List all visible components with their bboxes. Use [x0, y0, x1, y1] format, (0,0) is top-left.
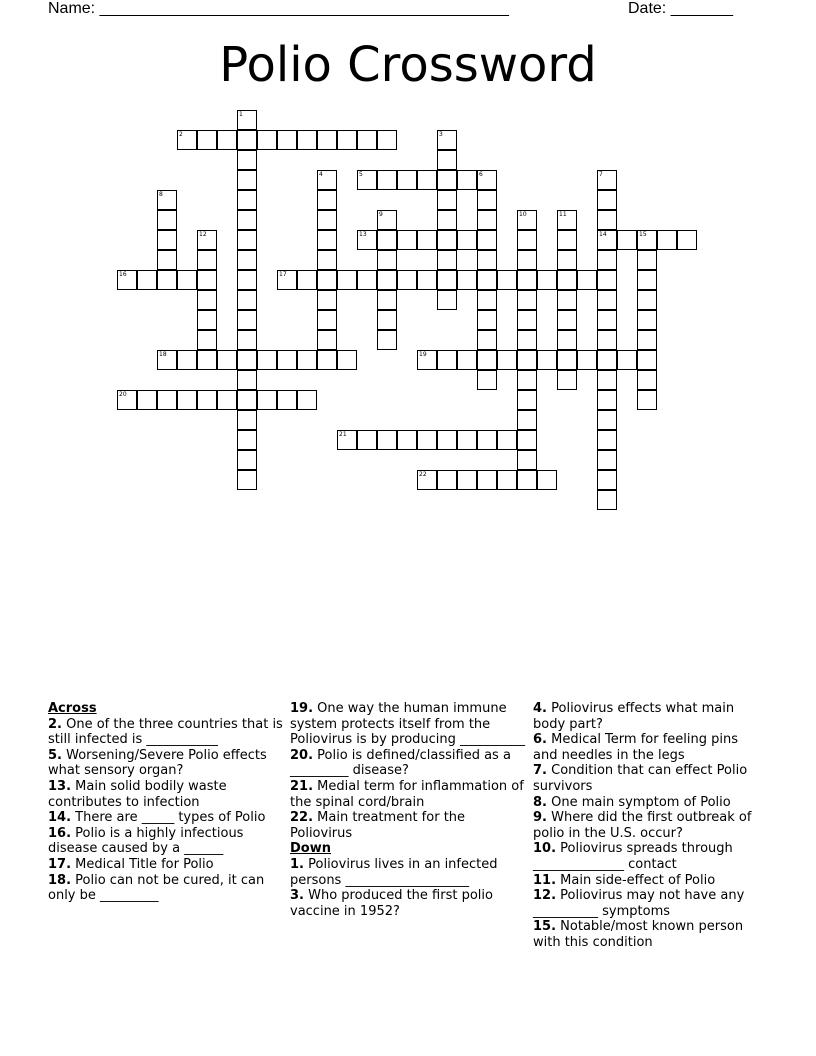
- across-clue-5: 5. Worsening/Severe Polio effects what sensory organ?: [48, 747, 267, 779]
- grid-cell[interactable]: [477, 310, 497, 330]
- grid-cell[interactable]: [357, 130, 377, 150]
- grid-cell[interactable]: [557, 350, 577, 370]
- grid-cell[interactable]: [237, 450, 257, 470]
- grid-cell[interactable]: [637, 310, 657, 330]
- grid-cell[interactable]: [237, 390, 257, 410]
- grid-cell[interactable]: [237, 170, 257, 190]
- grid-cell[interactable]: [657, 230, 677, 250]
- grid-cell[interactable]: [497, 430, 517, 450]
- grid-cell[interactable]: [377, 130, 397, 150]
- grid-cell[interactable]: [477, 470, 497, 490]
- grid-cell[interactable]: [337, 270, 357, 290]
- grid-cell[interactable]: [317, 290, 337, 310]
- clues-column-2: [290, 701, 526, 919]
- down-clue-9: 9. Where did the first outbreak of polio in the U.S. occur?: [533, 810, 752, 841]
- grid-cell[interactable]: [197, 350, 217, 370]
- clue-number: 21: [339, 431, 347, 438]
- grid-cell[interactable]: [517, 370, 537, 390]
- grid-cell[interactable]: [597, 190, 617, 210]
- clue-number: 6: [479, 171, 483, 178]
- grid-cell[interactable]: [337, 130, 357, 150]
- clue-number: 3: [439, 131, 443, 138]
- clue-number: 14: [599, 231, 607, 238]
- grid-cell[interactable]: [637, 330, 657, 350]
- grid-cell[interactable]: [317, 210, 337, 230]
- grid-cell[interactable]: [397, 430, 417, 450]
- grid-cell[interactable]: [357, 170, 377, 190]
- grid-cell[interactable]: [237, 410, 257, 430]
- clue-number: 20: [119, 391, 127, 398]
- grid-cell[interactable]: [317, 350, 337, 370]
- grid-cell[interactable]: [237, 190, 257, 210]
- grid-cell[interactable]: [477, 270, 497, 290]
- grid-cell[interactable]: [377, 330, 397, 350]
- clue-number: 19: [419, 351, 427, 358]
- grid-cell[interactable]: [417, 350, 437, 370]
- down-clue-7: 7. Condition that can effect Polio survivors: [533, 763, 748, 794]
- grid-cell[interactable]: [237, 330, 257, 350]
- grid-cell[interactable]: [277, 390, 297, 410]
- grid-cell[interactable]: [437, 170, 457, 190]
- clue-number: 15: [639, 231, 647, 238]
- grid-cell[interactable]: [597, 470, 617, 490]
- grid-cell[interactable]: [317, 130, 337, 150]
- grid-cell[interactable]: [457, 350, 477, 370]
- grid-cell[interactable]: [117, 270, 137, 290]
- grid-cell[interactable]: [297, 390, 317, 410]
- grid-cell[interactable]: [497, 350, 517, 370]
- down-clue-10: 10. Poliovirus spreads through ______________ contact: [533, 841, 733, 872]
- grid-cell[interactable]: [497, 470, 517, 490]
- grid-cell[interactable]: [417, 470, 437, 490]
- grid-cell[interactable]: [217, 350, 237, 370]
- down-clue-1: 1. Poliovirus lives in an infected persons ___________________: [290, 856, 498, 888]
- grid-cell[interactable]: [237, 370, 257, 390]
- grid-cell[interactable]: [157, 230, 177, 250]
- grid-cell[interactable]: [237, 430, 257, 450]
- grid-cell[interactable]: [557, 210, 577, 230]
- grid-cell[interactable]: [377, 310, 397, 330]
- grid-cell[interactable]: [597, 390, 617, 410]
- grid-cell[interactable]: [257, 350, 277, 370]
- grid-cell[interactable]: [597, 350, 617, 370]
- down-clue-4: 4. Poliovirus effects what main body part?: [533, 701, 735, 732]
- grid-cell[interactable]: [377, 170, 397, 190]
- across-clue-19: 19. One way the human immune system protects itself from the Poliovirus is by producing __________: [290, 701, 526, 748]
- clue-number: 12: [199, 231, 207, 238]
- grid-cell[interactable]: [237, 150, 257, 170]
- grid-cell[interactable]: [177, 130, 197, 150]
- grid-cell[interactable]: [557, 270, 577, 290]
- grid-cell[interactable]: [597, 330, 617, 350]
- grid-cell[interactable]: [437, 190, 457, 210]
- grid-cell[interactable]: [457, 470, 477, 490]
- grid-cell[interactable]: [357, 430, 377, 450]
- clue-number: 4: [319, 171, 323, 178]
- grid-cell[interactable]: [217, 390, 237, 410]
- clue-number: 16: [119, 271, 127, 278]
- grid-cell[interactable]: [357, 230, 377, 250]
- grid-cell[interactable]: [637, 290, 657, 310]
- grid-cell[interactable]: [517, 250, 537, 270]
- grid-cell[interactable]: [357, 270, 377, 290]
- grid-cell[interactable]: [197, 390, 217, 410]
- grid-cell[interactable]: [557, 250, 577, 270]
- grid-cell[interactable]: [517, 210, 537, 230]
- grid-cell[interactable]: [237, 270, 257, 290]
- grid-cell[interactable]: [277, 350, 297, 370]
- grid-cell[interactable]: [237, 210, 257, 230]
- grid-cell[interactable]: [517, 350, 537, 370]
- grid-cell[interactable]: [597, 430, 617, 450]
- clue-number: 9: [379, 211, 383, 218]
- grid-cell[interactable]: [237, 470, 257, 490]
- grid-cell[interactable]: [597, 410, 617, 430]
- grid-cell[interactable]: [237, 250, 257, 270]
- grid-cell[interactable]: [157, 270, 177, 290]
- grid-cell[interactable]: [457, 230, 477, 250]
- grid-cell[interactable]: [557, 290, 577, 310]
- grid-cell[interactable]: [577, 270, 597, 290]
- grid-cell[interactable]: [177, 350, 197, 370]
- grid-cell[interactable]: [197, 250, 217, 270]
- clue-number: 8: [159, 191, 163, 198]
- across-clue-20: 20. Polio is defined/classified as a _________ disease?: [290, 747, 511, 779]
- grid-cell[interactable]: [397, 170, 417, 190]
- grid-cell[interactable]: [597, 290, 617, 310]
- grid-cell[interactable]: [397, 230, 417, 250]
- grid-cell[interactable]: [137, 270, 157, 290]
- grid-cell[interactable]: [557, 370, 577, 390]
- grid-cell[interactable]: [117, 390, 137, 410]
- grid-cell[interactable]: [477, 250, 497, 270]
- grid-cell[interactable]: [157, 250, 177, 270]
- grid-cell[interactable]: [457, 270, 477, 290]
- grid-cell[interactable]: [237, 350, 257, 370]
- name-field-line: Name: ______________________________________________: [48, 0, 509, 17]
- grid-cell[interactable]: [577, 350, 597, 370]
- grid-cell[interactable]: [297, 270, 317, 290]
- grid-cell[interactable]: [517, 290, 537, 310]
- grid-cell[interactable]: [457, 430, 477, 450]
- grid-cell[interactable]: [437, 150, 457, 170]
- grid-cell[interactable]: [637, 250, 657, 270]
- grid-cell[interactable]: [517, 270, 537, 290]
- grid-cell[interactable]: [157, 390, 177, 410]
- grid-cell[interactable]: [517, 470, 537, 490]
- grid-cell[interactable]: [597, 170, 617, 190]
- grid-cell[interactable]: [157, 190, 177, 210]
- clue-number: 10: [519, 211, 527, 218]
- across-clue-2: 2. One of the three countries that is still infected is ___________: [48, 716, 283, 748]
- grid-cell[interactable]: [277, 270, 297, 290]
- clue-number: 18: [159, 351, 167, 358]
- grid-cell[interactable]: [477, 230, 497, 250]
- grid-cell[interactable]: [377, 270, 397, 290]
- grid-cell[interactable]: [337, 430, 357, 450]
- grid-cell[interactable]: [437, 250, 457, 270]
- grid-cell[interactable]: [677, 230, 697, 250]
- grid-cell[interactable]: [177, 390, 197, 410]
- grid-cell[interactable]: [317, 230, 337, 250]
- grid-cell[interactable]: [517, 330, 537, 350]
- grid-cell[interactable]: [377, 250, 397, 270]
- grid-cell[interactable]: [317, 190, 337, 210]
- grid-cell[interactable]: [237, 310, 257, 330]
- clue-number: 1: [239, 111, 243, 118]
- grid-cell[interactable]: [417, 170, 437, 190]
- grid-cell[interactable]: [437, 210, 457, 230]
- grid-cell[interactable]: [317, 270, 337, 290]
- grid-cell[interactable]: [197, 310, 217, 330]
- grid-cell[interactable]: [377, 230, 397, 250]
- grid-cell[interactable]: [517, 390, 537, 410]
- date-field-line: Date: _______: [628, 0, 733, 17]
- grid-cell[interactable]: [477, 290, 497, 310]
- grid-cell[interactable]: [597, 230, 617, 250]
- grid-cell[interactable]: [277, 130, 297, 150]
- grid-cell[interactable]: [557, 230, 577, 250]
- grid-cell[interactable]: [317, 330, 337, 350]
- grid-cell[interactable]: [337, 350, 357, 370]
- grid-cell[interactable]: [537, 350, 557, 370]
- grid-cell[interactable]: [597, 490, 617, 510]
- grid-cell[interactable]: [437, 130, 457, 150]
- grid-cell[interactable]: [517, 230, 537, 250]
- down-clue-3: 3. Who produced the first polio vaccine in 1952?: [290, 888, 493, 919]
- grid-cell[interactable]: [437, 350, 457, 370]
- grid-cell[interactable]: [437, 430, 457, 450]
- grid-cell[interactable]: [597, 450, 617, 470]
- clue-number: 5: [359, 171, 363, 178]
- grid-cell[interactable]: [477, 210, 497, 230]
- across-clue-17: 17. Medical Title for Polio: [48, 856, 214, 872]
- grid-cell[interactable]: [637, 270, 657, 290]
- grid-cell[interactable]: [317, 170, 337, 190]
- grid-cell[interactable]: [297, 350, 317, 370]
- grid-cell[interactable]: [597, 250, 617, 270]
- grid-cell[interactable]: [297, 130, 317, 150]
- down-clue-11: 11. Main side-effect of Polio: [533, 872, 716, 888]
- grid-cell[interactable]: [197, 130, 217, 150]
- clue-number: 2: [179, 131, 183, 138]
- grid-cell[interactable]: [637, 390, 657, 410]
- grid-cell[interactable]: [637, 370, 657, 390]
- clue-number: 17: [279, 271, 287, 278]
- grid-cell[interactable]: [437, 470, 457, 490]
- grid-cell[interactable]: [517, 410, 537, 430]
- across-heading: Across: [48, 701, 97, 716]
- across-clue-18: 18. Polio can not be cured, it can only be _________: [48, 872, 265, 904]
- grid-cell[interactable]: [437, 230, 457, 250]
- grid-cell[interactable]: [597, 370, 617, 390]
- grid-cell[interactable]: [157, 210, 177, 230]
- grid-cell[interactable]: [257, 390, 277, 410]
- across-clue-14: 14. There are _____ types of Polio: [48, 810, 266, 826]
- grid-cell[interactable]: [477, 330, 497, 350]
- grid-cell[interactable]: [637, 230, 657, 250]
- grid-cell[interactable]: [477, 190, 497, 210]
- grid-cell[interactable]: [637, 350, 657, 370]
- grid-cell[interactable]: [237, 290, 257, 310]
- grid-cell[interactable]: [157, 350, 177, 370]
- grid-cell[interactable]: [457, 170, 477, 190]
- grid-cell[interactable]: [477, 170, 497, 190]
- down-clue-12: 12. Poliovirus may not have any __________ symptoms: [533, 888, 745, 919]
- grid-cell[interactable]: [537, 470, 557, 490]
- down-clue-6: 6. Medical Term for feeling pins and needles in the legs: [533, 732, 739, 763]
- grid-cell[interactable]: [197, 270, 217, 290]
- grid-cell[interactable]: [597, 270, 617, 290]
- page-title: Polio Crossword: [219, 37, 597, 93]
- down-clue-8: 8. One main symptom of Polio: [533, 794, 731, 810]
- grid-cell[interactable]: [497, 270, 517, 290]
- grid-cell[interactable]: [617, 350, 637, 370]
- grid-cell[interactable]: [237, 230, 257, 250]
- grid-cell[interactable]: [597, 310, 617, 330]
- grid-cell[interactable]: [557, 330, 577, 350]
- grid-cell[interactable]: [417, 430, 437, 450]
- grid-cell[interactable]: [517, 450, 537, 470]
- down-heading: Down: [290, 841, 331, 857]
- down-clue-15: 15. Notable/most known person with this condition: [533, 919, 744, 950]
- grid-cell[interactable]: [477, 370, 497, 390]
- grid-cell[interactable]: [197, 330, 217, 350]
- across-clue-13: 13. Main solid bodily waste contributes to infection: [48, 778, 227, 810]
- grid-cell[interactable]: [237, 110, 257, 130]
- clue-number: 11: [559, 211, 567, 218]
- grid-cell[interactable]: [197, 290, 217, 310]
- grid-cell[interactable]: [237, 130, 257, 150]
- clues-column-1: [48, 701, 284, 904]
- grid-cell[interactable]: [217, 130, 237, 150]
- grid-cell[interactable]: [477, 430, 497, 450]
- grid-cell[interactable]: [437, 270, 457, 290]
- grid-cell[interactable]: [417, 230, 437, 250]
- grid-cell[interactable]: [257, 130, 277, 150]
- grid-cell[interactable]: [197, 230, 217, 250]
- grid-cell[interactable]: [377, 430, 397, 450]
- grid-cell[interactable]: [617, 230, 637, 250]
- grid-cell[interactable]: [517, 430, 537, 450]
- grid-cell[interactable]: [177, 270, 197, 290]
- grid-cell[interactable]: [417, 270, 437, 290]
- clue-number: 13: [359, 231, 367, 238]
- grid-cell[interactable]: [377, 210, 397, 230]
- across-clue-16: 16. Polio is a highly infectious disease caused by a ______: [48, 825, 244, 857]
- clue-number: 7: [599, 171, 603, 178]
- grid-cell[interactable]: [397, 270, 417, 290]
- grid-cell[interactable]: [437, 290, 457, 310]
- clue-number: 22: [419, 471, 427, 478]
- grid-cell[interactable]: [137, 390, 157, 410]
- grid-cell[interactable]: [477, 350, 497, 370]
- grid-cell[interactable]: [317, 310, 337, 330]
- grid-cell[interactable]: [597, 210, 617, 230]
- grid-cell[interactable]: [537, 270, 557, 290]
- grid-cell[interactable]: [557, 310, 577, 330]
- grid-cell[interactable]: [317, 250, 337, 270]
- across-clue-22: 22. Main treatment for the Poliovirus: [290, 810, 466, 841]
- grid-cell[interactable]: [377, 290, 397, 310]
- across-clue-21: 21. Medial term for inflammation of the spinal cord/brain: [290, 778, 524, 810]
- grid-cell[interactable]: [517, 310, 537, 330]
- clues-column-3: [533, 701, 758, 951]
